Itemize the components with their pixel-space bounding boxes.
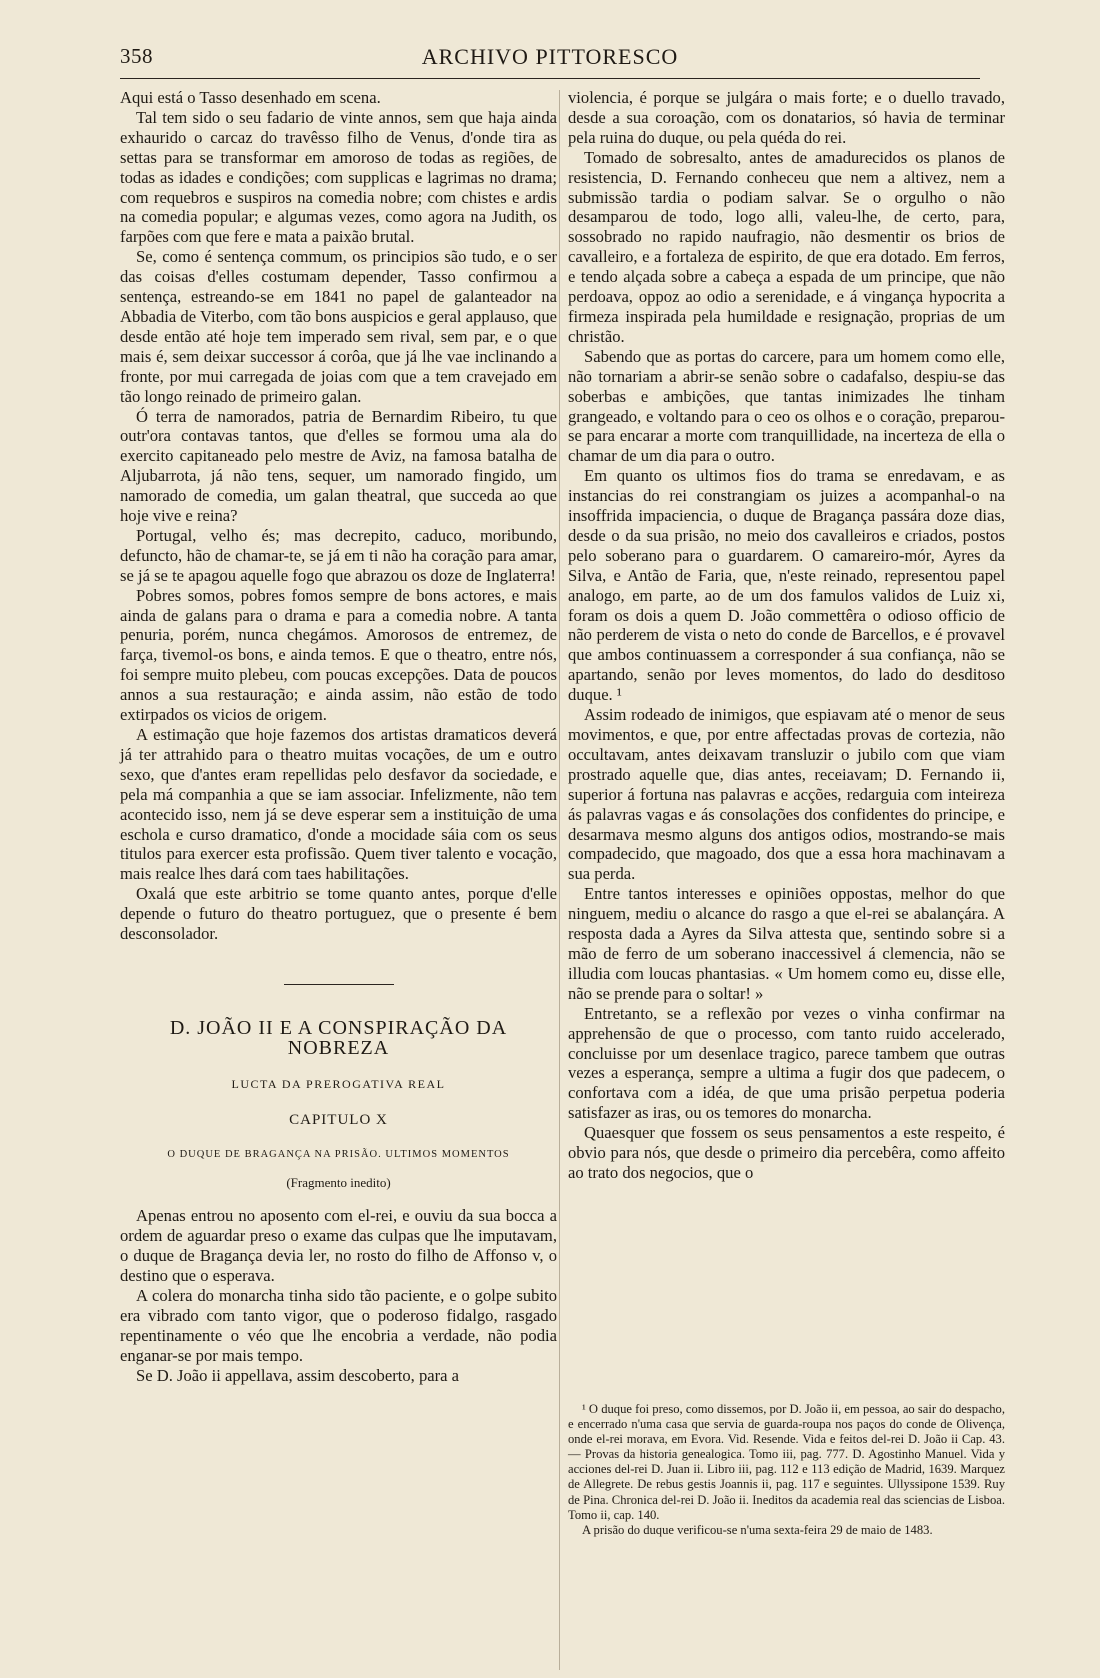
paragraph: A estimação que hoje fazemos dos artistas dramaticos deverá já ter attrahido para o theatro muitas vocações, de um e outro sexo, que d'antes eram repellidas pelo desfavor da sociedade, e pela má companhia a que se iam associar. Infelizmente, não tem acontecido isso, nem já se deve esperar sem a instituição de uma eschola e curso dramatico, d'onde a mocidade sáia com os seus titulos para exercer esta profissão. Quem tiver talento e vocação, mais realce lhes dará com taes habilitações. xyxy=(120,725,557,884)
paragraph: Ó terra de namorados, patria de Bernardim Ribeiro, tu que outr'ora contavas tantos, que d'elles se formou uma ala do exercito capitaneado pelo mestre de Aviz, na famosa batalha de Aljubarrota, já não tens, sequer, um namorado fingido, um namorado de comedia, um galan theatral, que succeda ao que hoje vive e reina? xyxy=(120,406,557,526)
chapter-label: CAPITULO X xyxy=(289,1111,388,1128)
paragraph: Pobres somos, pobres fomos sempre de bons actores, e mais ainda de galans para o drama e para a comedia nobre. A tanta penuria, porém, nunca chegámos. Amorosos de entremez, de farça, tivemol-os bons, e ainda temos. E que o theatro, entre nós, foi sempre muito plebeu, com poucas excepções. Data de poucos annos a sua restauração; e ainda assim, não estão de todo extirpados os vicios de origem. xyxy=(120,585,557,725)
paragraph: Se D. João ii appellava, assim descoberto, para a xyxy=(136,1365,460,1385)
paragraph: Oxalá que este arbitrio se tome quanto antes, porque d'elle depende o futuro do theatro portuguez, que o presente é bem desconsolador. xyxy=(120,884,557,944)
paragraph: Tal tem sido o seu fadario de vinte annos, sem que haja ainda exhaurido o carcaz do travêsso filho de Venus, d'onde tira as settas para se transformar em amoroso de todas as regiões, de todas as idades e condições; com supplicas e lagrimas no drama; com requebros e suspiros na comedia nobre; com chistes e ardis na comedia popular; e algumas vezes, como agora na Judith, os farpões com que fere e mata a paixão brutal. xyxy=(120,107,557,247)
paragraph: Em quanto os ultimos fios do trama se enredavam, e as instancias do rei constrangiam os juizes a acompanhal-o na insoffrida impaciencia, o duque de Bragança passára doze dias, desde o da sua prisão, no meio dos cavalleiros e criados, postos pelo soberano para o guardarem. O camareiro-mór, Ayres da Silva, e Antão de Faria, que, n'este reinado, representou papel analogo, em parte, ao de um dos famulos validos de Luiz xi, foram os dois a quem D. João commettêra o odioso officio de não perderem de vista o neto do conde de Barcellos, e é provavel que ambos continuassem a corresponder á sua confiança, não se apartando, senão por leves momentos, do lado do desditoso duque. ¹ xyxy=(568,466,1005,705)
left-column xyxy=(120,88,557,1386)
page-number: 358 xyxy=(120,44,153,68)
paragraph: Se, como é sentença commum, os principios são tudo, e o ser das coisas d'elles costumam depender, Tasso confirmou a sentença, estreando-se em 1841 no papel de galanteador na Abbadia de Viterbo, com tão bons auspicios e geral applauso, que desde então até hoje tem imperado sem rival, sem par, e o que mais é, sem deixar successor á corôa, que já lhe vae inclinando a fronte, por mui carregada de joias com que a tem cravejado em tão longo reinado de primeiro galan. xyxy=(120,247,557,406)
paragraph: Tomado de sobresalto, antes de amadurecidos os planos de resistencia, D. Fernando conheceu que nem a altivez, nem a submissão tardia o podiam salvar. Se o orgulho o não desamparou de todo, logo alli, valeu-lhe, de certo, para, sossobrado no rapido naufragio, não desmentir os brios de cavalleiro, e a fortaleza de espirito, de que era dotado. Em ferros, e tendo alçada sobre a cabeça a espada de um principe, que não perdoava, oppoz ao odio a serenidade, e á vingança hypocrita a firmeza inspirada pela humildade e resignação, proprias de um christão. xyxy=(568,147,1005,346)
column-gutter xyxy=(559,90,560,1670)
article-title: D. JOÃO II E A CONSPIRAÇÃO DA NOBREZA xyxy=(169,1016,508,1059)
section-divider xyxy=(284,984,394,985)
footnotes xyxy=(568,1402,1005,1538)
paragraph: Aqui está o Tasso desenhado em scena. xyxy=(120,88,381,107)
paragraph: Portugal, velho és; mas decrepito, caduco, moribundo, defuncto, hão de chamar-te, se já em ti não ha coração para amar, se já se te apagou aquelle fogo que abrazou os doze de Inglaterra! xyxy=(120,525,557,585)
page-header xyxy=(120,44,980,74)
running-title: ARCHIVO PITTORESCO xyxy=(421,44,679,69)
header-rule xyxy=(120,78,980,79)
paragraph: Quaesquer que fossem os seus pensamentos a este respeito, é obvio para nós, que desde o primeiro dia percebêra, como affeito ao trato dos negocios, que o xyxy=(568,1123,1005,1182)
paragraph: Entretanto, se a reflexão por vezes o vinha confirmar na apprehensão de que o processo, com tanto ruido accelerado, concluisse por um desenlace tragico, parece tambem que outras vezes a esperança, sempre a ultima a fugir dos que padecem, o confortava com a idéa, de que uma prisão perpetua poderia satisfazer as iras, ou os temores do monarcha. xyxy=(568,1003,1005,1123)
paragraph: Apenas entrou no aposento com el-rei, e ouviu da sua bocca a ordem de aguardar preso o exame das culpas que lhe imputavam, o duque de Bragança devia ler, no rosto do filho de Affonso v, o destino que o esperava. xyxy=(120,1206,557,1286)
paragraph: Sabendo que as portas do carcere, para um homem como elle, não tornariam a abrir-se senão sobre o cadafalso, despiu-se das soberbas e ambições, que tantas inimizades lhe tinham grangeado, e voltando para o ceo os olhos e o coração, preparou-se para encarar a morte com tranquillidade, na incerteza de ella o chamar de um dia para o outro. xyxy=(568,346,1005,466)
paragraph: Assim rodeado de inimigos, que espiavam até o menor de seus movimentos, e que, por entre affectadas provas de cortezia, não occultavam, antes deixavam transluzir o jubilo com que viam prostrado aquelle que, dias antes, receiavam; D. Fernando ii, superior á fortuna nas palavras e acções, redarguia com inteireza ás palavras vagas e ás consolações dos confidentes do principe, e desarmava mesmo alguns dos antigos odios, mostrando-se mais compadecido, que magoado, dos que a essa hora machinavam a sua perda. xyxy=(568,705,1005,884)
chapter-section: O DUQUE DE BRAGANÇA NA PRISÃO. ULTIMOS MOMENTOS xyxy=(167,1148,510,1160)
right-column xyxy=(568,88,1005,1183)
paragraph: violencia, é porque se julgára o mais forte; e o duello travado, desde a sua coroação, com os donatarios, só havia de terminar pela ruina do duque, ou pela quéda do rei. xyxy=(568,88,1005,147)
chapter-note: (Fragmento inedito) xyxy=(286,1174,391,1190)
footnote: ¹ O duque foi preso, como dissemos, por D. João ii, em pessoa, ao sair do despacho, e encerrado n'uma casa que servia de guarda-roupa nos paços do conde de Olivença, onde el-rei morava, em Evora. Vid. Resende. Vida e feitos del-rei D. João ii Cap. 43.— Provas da historia genealogica. Tomo iii, pag. 777. D. Agostinho Manuel. Vida y acciones del-rei D. Juan ii. Libro iii, pag. 112 e 113 edição de Madrid, 1639. Marquez de Allegrete. De rebus gestis Joannis ii, pag. 117 e seguintes. Ullyssipone 1539. Ruy de Pina. Chronica del-rei D. João ii. Ineditos da academia real das sciencias de Lisboa. Tomo ii, cap. 140. xyxy=(568,1402,1005,1522)
article-subtitle: LUCTA DA PREROGATIVA REAL xyxy=(231,1076,446,1091)
footnote: A prisão do duque verificou-se n'uma sexta-feira 29 de maio de 1483. xyxy=(582,1522,933,1537)
paragraph: Entre tantos interesses e opiniões oppostas, melhor do que ninguem, mediu o alcance do rasgo a que el-rei se abalançára. A resposta dada a Ayres da Silva attesta que, sentindo sobre si a mão de ferro de um soberano inaccessivel á clemencia, não se illudia com loucas phantasias. « Um homem como eu, disse elle, não se prende para o soltar! » xyxy=(568,884,1005,1003)
paragraph: A colera do monarcha tinha sido tão paciente, e o golpe subito era vibrado com tanto vigor, que o poderoso fidalgo, rasgado repentinamente o véo que lhe encobria a verdade, não podia enganar-se por mais tempo. xyxy=(120,1286,557,1365)
